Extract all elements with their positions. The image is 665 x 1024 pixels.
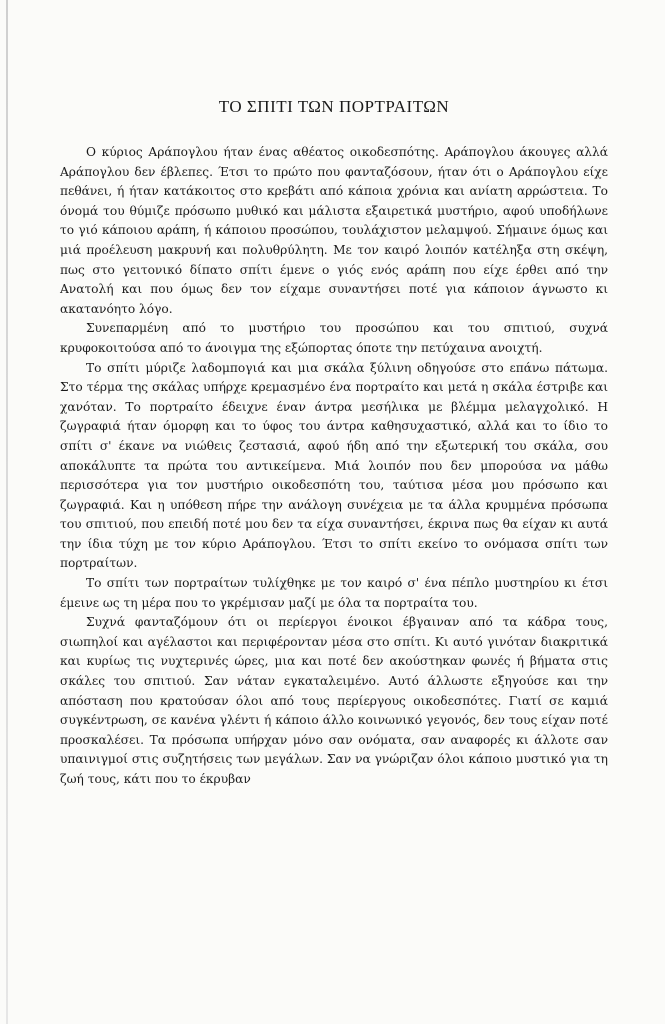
- paragraph-3: Το σπίτι μύριζε λαδομπογιά και μια σκάλα ξύλινη οδηγούσε στο επάνω πάτωμα. Στο τέρμα της σκάλας υπήρχε κρεμασμένο ένα πορτραίτο και μετά η σκάλα έστριβε και χανόταν. Το πορτραίτο έδειχνε έναν άντρα μεσήλικα με βλέμμα μελαγχολικό. Η ζωγραφιά ήταν όμορφη και το ύφος του άντρα καθησυχαστικό, αλλά και το ίδιο το σπίτι σ' έκανε να νιώθεις ζεστασιά, αφού ήδη από την εξωτερική του σκάλα, σου αποκάλυπτε τα πρώτα του αντικείμενα. Μιά λοιπόν που δεν μπορούσα να μάθω περισσότερα για τον μυστήριο οικοδεσπότη του, ταύτισα μέσα μου πρόσωπο και ζωγραφιά. Και η υπόθεση πήρε την ανάλογη συνέχεια με τα άλλα κρυμμένα πρόσωπα του σπιτιού, που επειδή ποτέ μου δεν τα είχα συναντήσει, έκρινα πως θα είχαν κι αυτά την ίδια τύχη με τον κύριο Αράπογλου. Έτσι το σπίτι εκείνο το ονόμασα σπίτι των πορτραίτων.: [60, 360, 608, 571]
- paragraph-1: Ο κύριος Αράπογλου ήταν ένας αθέατος οικοδεσπότης. Αράπογλου άκουγες αλλά Αράπογλου δεν έβλεπες. Έτσι το πρώτο που φανταζόσουν, ήταν ότι ο Αράπογλου είχε πεθάνει, ή ήταν κατάκοιτος στο κρεβάτι από κάποια χρόνια και ανίατη αρρώστεια. Το όνομά του θύμιζε πρόσωπο μυθικό και μάλιστα εξαιρετικά μυστήριο, αφού υποδήλωνε το γιό κάποιου αράπη, ή κάποιου προσώπου, τουλάχιστον μελαμψού. Σήμαινε όμως και μιά προέλευση μακρυνή και πολυθρύλητη. Με τον καιρό λοιπόν κατέληξα στη σκέψη, πως στο γειτονικό δίπατο σπίτι έμενε ο γιός ενός αράπη που είχε έρθει από την Ανατολή και που όμως δεν τον είχαμε συναντήσει ποτέ για κάποιον άγνωστο κι ακατανόητο λόγο.: [60, 145, 608, 316]
- page-title: ΤΟ ΣΠΙΤΙ ΤΩΝ ΠΟΡΤΡΑΙΤΩΝ: [218, 97, 450, 116]
- paragraph-4: Το σπίτι των πορτραίτων τυλίχθηκε με τον καιρό σ' ένα πέπλο μυστηρίου κι έτσι έμεινε ως τη μέρα που το γκρέμισαν μαζί με όλα τα πορτραίτα του.: [60, 576, 608, 610]
- document-page: [60, 93, 608, 790]
- page-edge: [6, 0, 8, 1024]
- paragraph-2: Συνεπαρμένη από το μυστήριο του προσώπου και του σπιτιού, συχνά κρυφοκοιτούσα από το άνοιγμα της εξώπορτας όποτε την πετύχαινα ανοιχτή.: [60, 321, 608, 355]
- paragraph-5: Συχνά φανταζόμουν ότι οι περίεργοι ένοικοι έβγαιναν από τα κάδρα τους, σιωπηλοί και αγέλαστοι και περιφέρονταν μέσα στο σπίτι. Κι αυτό γινόταν διακριτικά και κυρίως τις νυχτερινές ώρες, μια και ποτέ δεν ακούστηκαν φωνές ή βήματα στις σκάλες του σπιτιού. Σαν νάταν εγκαταλειμένο. Αυτό άλλωστε εξηγούσε και την απόσταση που κρατούσαν όλοι από τους περίεργους οικοδεσπότες. Γιατί σε καμιά συγκέντρωση, σε κανένα γλέντι ή κάποιο άλλο κοινωνικό γεγονός, δεν τους είχαν ποτέ προσκαλέσει. Τα πρόσωπα υπήρχαν μόνο σαν ονόματα, σαν αναφορές κι άλλοτε σαν υπαινιγμοί στις συζητήσεις των μεγάλων. Σαν να γνώριζαν όλοι κάποιο μυστικό για τη ζωή τους, κάτι που το έκρυβαν: [60, 615, 608, 786]
